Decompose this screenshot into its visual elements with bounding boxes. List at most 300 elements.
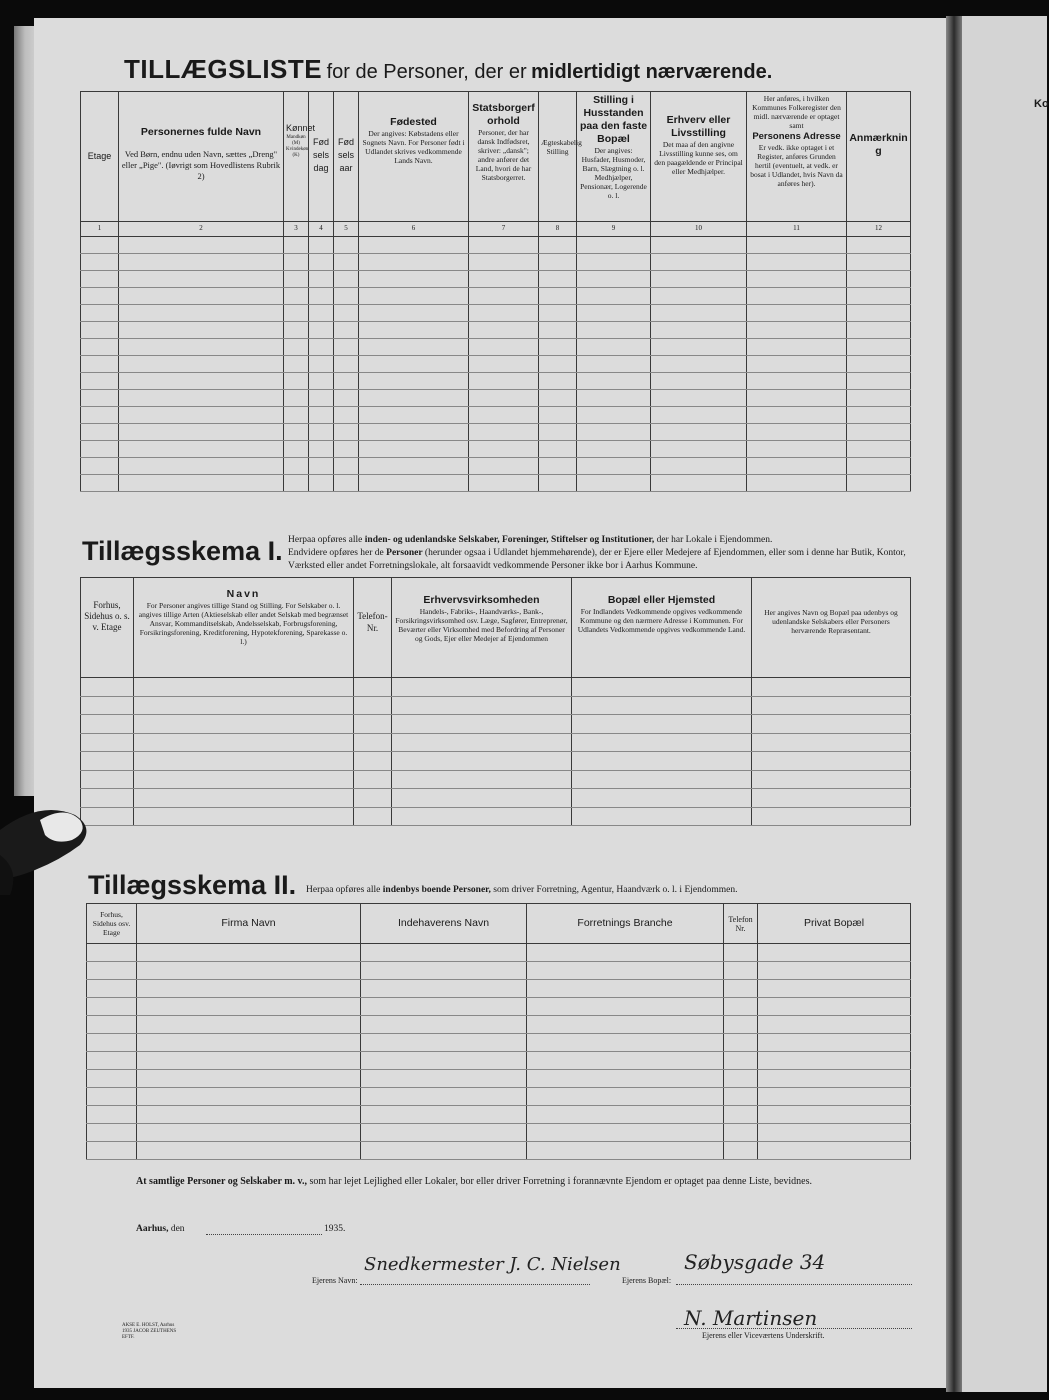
table-cell[interactable] — [747, 457, 847, 474]
table-cell[interactable] — [752, 807, 911, 826]
table-cell[interactable] — [137, 944, 361, 962]
table-cell[interactable] — [81, 752, 134, 771]
table-cell[interactable] — [539, 304, 577, 321]
table-cell[interactable] — [137, 1124, 361, 1142]
table-cell[interactable] — [392, 696, 572, 715]
table-cell[interactable] — [651, 474, 747, 491]
table-cell[interactable] — [469, 389, 539, 406]
table-cell[interactable] — [651, 406, 747, 423]
table-cell[interactable] — [354, 715, 392, 734]
table-cell[interactable] — [572, 678, 752, 697]
table-cell[interactable] — [359, 389, 469, 406]
table-cell[interactable] — [847, 253, 911, 270]
table-cell[interactable] — [309, 355, 334, 372]
table-cell[interactable] — [651, 304, 747, 321]
table-cell[interactable] — [134, 770, 354, 789]
table-cell[interactable] — [119, 253, 284, 270]
table-cell[interactable] — [752, 770, 911, 789]
table-cell[interactable] — [334, 321, 359, 338]
table-cell[interactable] — [469, 372, 539, 389]
table-cell[interactable] — [724, 1052, 758, 1070]
table-cell[interactable] — [81, 321, 119, 338]
table-cell[interactable] — [572, 752, 752, 771]
table-cell[interactable] — [577, 253, 651, 270]
table-cell[interactable] — [539, 253, 577, 270]
table-cell[interactable] — [847, 270, 911, 287]
table-cell[interactable] — [81, 406, 119, 423]
table-cell[interactable] — [81, 253, 119, 270]
table-cell[interactable] — [539, 338, 577, 355]
table-cell[interactable] — [81, 423, 119, 440]
table-cell[interactable] — [392, 807, 572, 826]
table-cell[interactable] — [284, 389, 309, 406]
table-cell[interactable] — [354, 789, 392, 808]
table-cell[interactable] — [724, 944, 758, 962]
table-cell[interactable] — [134, 733, 354, 752]
table-cell[interactable] — [847, 423, 911, 440]
table-cell[interactable] — [359, 338, 469, 355]
table-cell[interactable] — [758, 944, 911, 962]
table-cell[interactable] — [359, 355, 469, 372]
table-cell[interactable] — [309, 440, 334, 457]
table-cell[interactable] — [334, 372, 359, 389]
table-cell[interactable] — [284, 474, 309, 491]
table-cell[interactable] — [81, 770, 134, 789]
table-cell[interactable] — [284, 372, 309, 389]
table-cell[interactable] — [758, 1034, 911, 1052]
table-cell[interactable] — [577, 406, 651, 423]
table-cell[interactable] — [359, 440, 469, 457]
table-cell[interactable] — [361, 1034, 527, 1052]
table-cell[interactable] — [758, 1088, 911, 1106]
table-cell[interactable] — [334, 253, 359, 270]
table-cell[interactable] — [87, 980, 137, 998]
table-cell[interactable] — [747, 253, 847, 270]
table-cell[interactable] — [81, 389, 119, 406]
table-cell[interactable] — [758, 1070, 911, 1088]
table-cell[interactable] — [334, 355, 359, 372]
table-cell[interactable] — [392, 733, 572, 752]
table-cell[interactable] — [284, 321, 309, 338]
table-cell[interactable] — [469, 321, 539, 338]
table-cell[interactable] — [577, 287, 651, 304]
table-cell[interactable] — [392, 789, 572, 808]
table-cell[interactable] — [309, 457, 334, 474]
table-cell[interactable] — [137, 1106, 361, 1124]
table-cell[interactable] — [758, 962, 911, 980]
table-cell[interactable] — [724, 998, 758, 1016]
table-cell[interactable] — [119, 457, 284, 474]
table-cell[interactable] — [359, 372, 469, 389]
table-cell[interactable] — [847, 372, 911, 389]
table-cell[interactable] — [309, 270, 334, 287]
table-cell[interactable] — [361, 1070, 527, 1088]
table-cell[interactable] — [119, 355, 284, 372]
table-cell[interactable] — [651, 440, 747, 457]
table-cell[interactable] — [724, 962, 758, 980]
table-cell[interactable] — [87, 944, 137, 962]
table-cell[interactable] — [752, 752, 911, 771]
table-cell[interactable] — [361, 1106, 527, 1124]
table-cell[interactable] — [752, 715, 911, 734]
table-cell[interactable] — [309, 253, 334, 270]
table-cell[interactable] — [284, 270, 309, 287]
table-cell[interactable] — [651, 355, 747, 372]
table-cell[interactable] — [119, 270, 284, 287]
table-cell[interactable] — [354, 807, 392, 826]
table-cell[interactable] — [527, 944, 724, 962]
table-cell[interactable] — [651, 253, 747, 270]
table-cell[interactable] — [81, 236, 119, 253]
table-cell[interactable] — [359, 270, 469, 287]
table-cell[interactable] — [81, 287, 119, 304]
table-cell[interactable] — [359, 474, 469, 491]
table-cell[interactable] — [572, 789, 752, 808]
table-cell[interactable] — [572, 733, 752, 752]
table-cell[interactable] — [361, 1124, 527, 1142]
table-cell[interactable] — [758, 1124, 911, 1142]
table-cell[interactable] — [758, 1142, 911, 1160]
table-cell[interactable] — [361, 1142, 527, 1160]
table-cell[interactable] — [758, 1106, 911, 1124]
table-cell[interactable] — [747, 423, 847, 440]
table-cell[interactable] — [87, 962, 137, 980]
table-cell[interactable] — [81, 696, 134, 715]
table-cell[interactable] — [847, 321, 911, 338]
table-cell[interactable] — [758, 1016, 911, 1034]
table-cell[interactable] — [134, 696, 354, 715]
table-cell[interactable] — [724, 1124, 758, 1142]
table-cell[interactable] — [137, 962, 361, 980]
table-cell[interactable] — [334, 389, 359, 406]
table-cell[interactable] — [724, 1088, 758, 1106]
table-cell[interactable] — [847, 338, 911, 355]
table-cell[interactable] — [539, 236, 577, 253]
table-cell[interactable] — [539, 321, 577, 338]
table-cell[interactable] — [309, 406, 334, 423]
table-cell[interactable] — [119, 406, 284, 423]
table-cell[interactable] — [527, 1034, 724, 1052]
table-cell[interactable] — [847, 474, 911, 491]
table-cell[interactable] — [309, 423, 334, 440]
table-cell[interactable] — [137, 1142, 361, 1160]
table-cell[interactable] — [361, 1052, 527, 1070]
table-cell[interactable] — [81, 270, 119, 287]
table-cell[interactable] — [361, 1016, 527, 1034]
table-cell[interactable] — [134, 715, 354, 734]
table-cell[interactable] — [309, 338, 334, 355]
table-cell[interactable] — [469, 406, 539, 423]
table-cell[interactable] — [81, 440, 119, 457]
table-cell[interactable] — [469, 355, 539, 372]
table-cell[interactable] — [577, 304, 651, 321]
table-cell[interactable] — [334, 474, 359, 491]
table-cell[interactable] — [334, 440, 359, 457]
table-cell[interactable] — [119, 440, 284, 457]
table-cell[interactable] — [747, 304, 847, 321]
table-cell[interactable] — [747, 355, 847, 372]
table-cell[interactable] — [651, 389, 747, 406]
table-cell[interactable] — [577, 270, 651, 287]
table-cell[interactable] — [758, 980, 911, 998]
table-cell[interactable] — [747, 338, 847, 355]
table-cell[interactable] — [392, 715, 572, 734]
table-cell[interactable] — [847, 440, 911, 457]
table-cell[interactable] — [359, 287, 469, 304]
table-cell[interactable] — [539, 440, 577, 457]
table-cell[interactable] — [747, 287, 847, 304]
table-cell[interactable] — [539, 457, 577, 474]
table-cell[interactable] — [87, 1088, 137, 1106]
table-cell[interactable] — [527, 1124, 724, 1142]
table-cell[interactable] — [361, 1088, 527, 1106]
table-cell[interactable] — [359, 253, 469, 270]
table-cell[interactable] — [539, 406, 577, 423]
table-cell[interactable] — [469, 423, 539, 440]
table-cell[interactable] — [392, 770, 572, 789]
table-cell[interactable] — [758, 998, 911, 1016]
table-cell[interactable] — [309, 474, 334, 491]
table-cell[interactable] — [577, 338, 651, 355]
table-cell[interactable] — [284, 338, 309, 355]
table-cell[interactable] — [81, 457, 119, 474]
table-cell[interactable] — [577, 389, 651, 406]
table-cell[interactable] — [469, 270, 539, 287]
table-cell[interactable] — [747, 389, 847, 406]
table-cell[interactable] — [284, 457, 309, 474]
table-cell[interactable] — [137, 1088, 361, 1106]
table-cell[interactable] — [354, 678, 392, 697]
table-cell[interactable] — [469, 287, 539, 304]
table-cell[interactable] — [651, 287, 747, 304]
table-cell[interactable] — [847, 304, 911, 321]
table-cell[interactable] — [847, 389, 911, 406]
table-cell[interactable] — [572, 770, 752, 789]
table-cell[interactable] — [334, 423, 359, 440]
table-cell[interactable] — [334, 287, 359, 304]
table-cell[interactable] — [334, 457, 359, 474]
table-cell[interactable] — [577, 236, 651, 253]
table-cell[interactable] — [651, 423, 747, 440]
table-cell[interactable] — [527, 998, 724, 1016]
table-cell[interactable] — [747, 236, 847, 253]
table-cell[interactable] — [309, 321, 334, 338]
table-cell[interactable] — [81, 733, 134, 752]
table-cell[interactable] — [137, 998, 361, 1016]
table-cell[interactable] — [284, 423, 309, 440]
table-cell[interactable] — [747, 321, 847, 338]
table-cell[interactable] — [577, 372, 651, 389]
table-cell[interactable] — [539, 389, 577, 406]
table-cell[interactable] — [134, 807, 354, 826]
table-cell[interactable] — [539, 372, 577, 389]
table-cell[interactable] — [334, 236, 359, 253]
table-cell[interactable] — [334, 304, 359, 321]
table-cell[interactable] — [847, 236, 911, 253]
table-cell[interactable] — [469, 304, 539, 321]
table-cell[interactable] — [527, 1142, 724, 1160]
table-cell[interactable] — [724, 1070, 758, 1088]
table-cell[interactable] — [752, 789, 911, 808]
table-cell[interactable] — [724, 1034, 758, 1052]
table-cell[interactable] — [87, 998, 137, 1016]
table-cell[interactable] — [847, 406, 911, 423]
table-cell[interactable] — [309, 372, 334, 389]
table-cell[interactable] — [651, 372, 747, 389]
table-cell[interactable] — [539, 270, 577, 287]
table-cell[interactable] — [309, 304, 334, 321]
table-cell[interactable] — [527, 1088, 724, 1106]
table-cell[interactable] — [527, 1052, 724, 1070]
table-cell[interactable] — [334, 338, 359, 355]
table-cell[interactable] — [392, 752, 572, 771]
table-cell[interactable] — [361, 944, 527, 962]
table-cell[interactable] — [119, 287, 284, 304]
table-cell[interactable] — [81, 304, 119, 321]
table-cell[interactable] — [119, 304, 284, 321]
table-cell[interactable] — [724, 1142, 758, 1160]
table-cell[interactable] — [572, 696, 752, 715]
table-cell[interactable] — [81, 372, 119, 389]
table-cell[interactable] — [137, 1016, 361, 1034]
table-cell[interactable] — [747, 372, 847, 389]
table-cell[interactable] — [747, 474, 847, 491]
table-cell[interactable] — [87, 1070, 137, 1088]
table-cell[interactable] — [847, 457, 911, 474]
table-cell[interactable] — [354, 752, 392, 771]
table-cell[interactable] — [651, 270, 747, 287]
table-cell[interactable] — [577, 440, 651, 457]
table-cell[interactable] — [361, 980, 527, 998]
table-cell[interactable] — [359, 304, 469, 321]
table-cell[interactable] — [539, 355, 577, 372]
table-cell[interactable] — [847, 287, 911, 304]
table-cell[interactable] — [392, 678, 572, 697]
table-cell[interactable] — [469, 253, 539, 270]
table-cell[interactable] — [284, 440, 309, 457]
table-cell[interactable] — [119, 474, 284, 491]
table-cell[interactable] — [354, 696, 392, 715]
table-cell[interactable] — [527, 1070, 724, 1088]
table-cell[interactable] — [747, 270, 847, 287]
table-cell[interactable] — [137, 1052, 361, 1070]
table-cell[interactable] — [651, 457, 747, 474]
table-cell[interactable] — [87, 1124, 137, 1142]
col-foedselsaar: Fødselsaar — [334, 92, 359, 222]
table-cell[interactable] — [87, 1142, 137, 1160]
table-cell[interactable] — [334, 406, 359, 423]
table-cell[interactable] — [361, 962, 527, 980]
table-cell[interactable] — [284, 304, 309, 321]
table-cell[interactable] — [119, 423, 284, 440]
table-cell[interactable] — [284, 236, 309, 253]
table-cell[interactable] — [539, 423, 577, 440]
table-cell[interactable] — [469, 338, 539, 355]
table-cell[interactable] — [527, 980, 724, 998]
table-cell[interactable] — [469, 457, 539, 474]
table-cell[interactable] — [577, 457, 651, 474]
table-cell[interactable] — [81, 678, 134, 697]
table-cell[interactable] — [81, 355, 119, 372]
table-cell[interactable] — [469, 236, 539, 253]
table-cell[interactable] — [469, 440, 539, 457]
table-cell[interactable] — [284, 253, 309, 270]
table-cell[interactable] — [539, 474, 577, 491]
table-cell[interactable] — [469, 474, 539, 491]
table-cell[interactable] — [847, 355, 911, 372]
table-cell[interactable] — [119, 338, 284, 355]
table-cell[interactable] — [361, 998, 527, 1016]
owner-name-handwritten: Snedkermester J. C. Nielsen — [364, 1254, 621, 1275]
table-cell[interactable] — [334, 270, 359, 287]
table-cell[interactable] — [119, 321, 284, 338]
table-cell[interactable] — [527, 1106, 724, 1124]
table-cell[interactable] — [752, 696, 911, 715]
table-cell[interactable] — [137, 1070, 361, 1088]
table-cell[interactable] — [651, 338, 747, 355]
table-cell[interactable] — [651, 321, 747, 338]
table-cell[interactable] — [309, 389, 334, 406]
table-cell[interactable] — [87, 1016, 137, 1034]
table-cell[interactable] — [577, 423, 651, 440]
table-cell[interactable] — [359, 236, 469, 253]
table-cell[interactable] — [747, 440, 847, 457]
table-cell[interactable] — [81, 474, 119, 491]
table-cell[interactable] — [284, 287, 309, 304]
table-cell[interactable] — [134, 789, 354, 808]
table-cell[interactable] — [359, 406, 469, 423]
table-cell[interactable] — [81, 338, 119, 355]
table-cell[interactable] — [87, 1034, 137, 1052]
table-cell[interactable] — [354, 733, 392, 752]
table-cell[interactable] — [359, 457, 469, 474]
table-cell[interactable] — [284, 406, 309, 423]
table-cell[interactable] — [572, 807, 752, 826]
table-cell[interactable] — [752, 733, 911, 752]
table-cell[interactable] — [87, 1052, 137, 1070]
table-cell[interactable] — [309, 287, 334, 304]
table-cell[interactable] — [359, 423, 469, 440]
table-cell[interactable] — [724, 980, 758, 998]
table-cell[interactable] — [134, 752, 354, 771]
table-cell[interactable] — [572, 715, 752, 734]
table-cell[interactable] — [119, 236, 284, 253]
table-cell[interactable] — [119, 372, 284, 389]
table-cell[interactable] — [651, 236, 747, 253]
table-cell[interactable] — [577, 355, 651, 372]
table-cell[interactable] — [137, 1034, 361, 1052]
table-cell[interactable] — [577, 474, 651, 491]
table-cell[interactable] — [119, 389, 284, 406]
table-cell[interactable] — [309, 236, 334, 253]
table-cell[interactable] — [87, 1106, 137, 1124]
table-cell[interactable] — [81, 715, 134, 734]
table-cell[interactable] — [747, 406, 847, 423]
table-cell[interactable] — [354, 770, 392, 789]
table-cell[interactable] — [724, 1016, 758, 1034]
table-cell[interactable] — [539, 287, 577, 304]
table-cell[interactable] — [724, 1106, 758, 1124]
table-cell[interactable] — [527, 962, 724, 980]
table-cell[interactable] — [137, 980, 361, 998]
table-cell[interactable] — [134, 678, 354, 697]
table-cell[interactable] — [527, 1016, 724, 1034]
table-cell[interactable] — [284, 355, 309, 372]
table-cell[interactable] — [577, 321, 651, 338]
table-cell[interactable] — [752, 678, 911, 697]
table-cell[interactable] — [359, 321, 469, 338]
table-cell[interactable] — [758, 1052, 911, 1070]
